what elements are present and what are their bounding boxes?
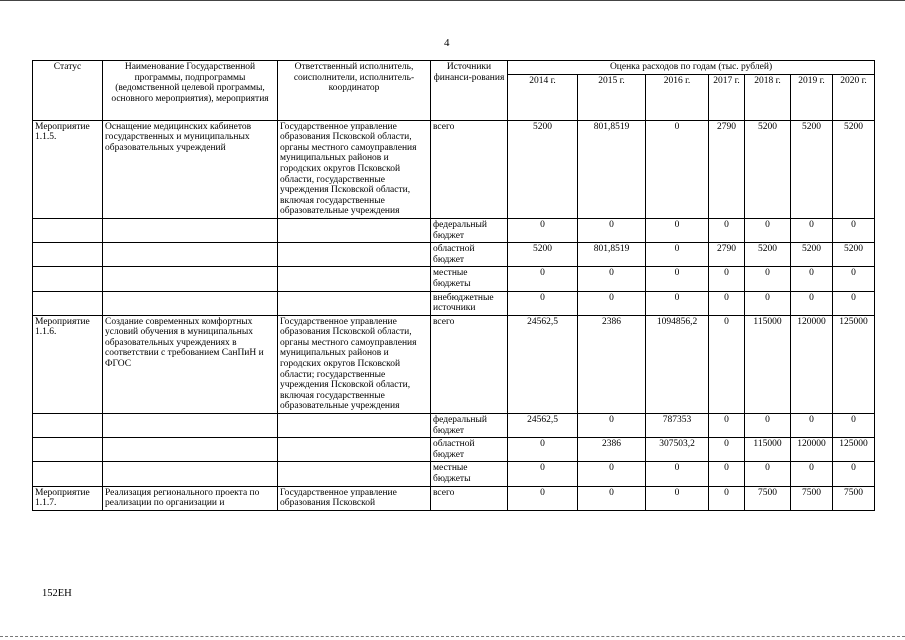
value-cell: 5200 [791, 243, 833, 267]
value-cell: 2790 [709, 243, 745, 267]
header-year: 2019 г. [791, 74, 833, 120]
source-cell: внебюджетные источники [431, 291, 508, 315]
name-cell: Оснащение медицинских кабинетов государственных и муниципальных образовательных учреждений [103, 120, 278, 218]
table-row [33, 486, 875, 510]
table-row [33, 243, 875, 267]
table-row [33, 218, 875, 242]
value-cell: 2790 [709, 120, 745, 218]
value-cell: 2386 [578, 315, 646, 413]
value-cell: 801,8519 [578, 120, 646, 218]
source-cell: федеральный бюджет [431, 414, 508, 438]
value-cell: 0 [578, 486, 646, 510]
value-cell: 0 [508, 267, 578, 291]
source-cell: местные бюджеты [431, 462, 508, 486]
value-cell: 5200 [833, 243, 875, 267]
value-cell: 125000 [833, 438, 875, 462]
table-row [33, 438, 875, 462]
name-cell: Реализация регионального проекта по реализации по организации и [103, 486, 278, 510]
value-cell: 801,8519 [578, 243, 646, 267]
value-cell: 0 [745, 291, 791, 315]
value-cell: 0 [508, 438, 578, 462]
table-row [33, 120, 875, 218]
value-cell: 5200 [745, 120, 791, 218]
value-cell: 115000 [745, 315, 791, 413]
value-cell: 0 [646, 486, 709, 510]
value-cell: 120000 [791, 438, 833, 462]
value-cell: 7500 [833, 486, 875, 510]
value-cell: 0 [646, 267, 709, 291]
value-cell: 307503,2 [646, 438, 709, 462]
value-cell: 0 [791, 291, 833, 315]
source-cell: всего [431, 315, 508, 413]
value-cell: 0 [646, 462, 709, 486]
header-sources: Источники финанси-рования [431, 61, 508, 121]
value-cell: 0 [508, 462, 578, 486]
value-cell: 5200 [791, 120, 833, 218]
table-row [33, 267, 875, 291]
value-cell: 0 [709, 414, 745, 438]
value-cell: 125000 [833, 315, 875, 413]
value-cell: 7500 [791, 486, 833, 510]
value-cell: 0 [791, 414, 833, 438]
value-cell: 0 [709, 438, 745, 462]
value-cell: 5200 [508, 243, 578, 267]
header-name: Наименование Государственной программы, подпрограммы (ведомственной целевой программы, основного мероприятия), мероприятия [103, 61, 278, 121]
value-cell: 24562,5 [508, 414, 578, 438]
value-cell: 0 [833, 414, 875, 438]
executor-cell: Государственное управление образования Псковской области, органы местного самоуправления муниципальных районов и городских округов Псковской области, государственные учреждения Псковской области, включая государственные образовательные учреждения [278, 120, 431, 218]
source-cell: федеральный бюджет [431, 218, 508, 242]
value-cell: 0 [709, 267, 745, 291]
header-estimate: Оценка расходов по годам (тыс. рублей) [508, 61, 875, 75]
table-row [33, 291, 875, 315]
status-cell: Мероприятие 1.1.7. [33, 486, 103, 510]
value-cell: 0 [745, 218, 791, 242]
status-cell: Мероприятие 1.1.5. [33, 120, 103, 218]
value-cell: 0 [709, 291, 745, 315]
value-cell: 0 [745, 462, 791, 486]
value-cell: 0 [791, 267, 833, 291]
header-year: 2016 г. [646, 74, 709, 120]
value-cell: 0 [709, 462, 745, 486]
status-cell: Мероприятие 1.1.6. [33, 315, 103, 413]
source-cell: областной бюджет [431, 243, 508, 267]
header-executor: Ответственный исполнитель, соисполнители, исполнитель-координатор [278, 61, 431, 121]
name-cell: Создание современных комфортных условий обучения в муниципальных образовательных учреждениях в соответствии с требованием СанПиН и ФГОС [103, 315, 278, 413]
value-cell: 0 [646, 291, 709, 315]
value-cell: 0 [709, 486, 745, 510]
value-cell: 0 [791, 462, 833, 486]
value-cell: 0 [578, 291, 646, 315]
value-cell: 0 [508, 486, 578, 510]
value-cell: 0 [833, 267, 875, 291]
value-cell: 7500 [745, 486, 791, 510]
header-year: 2014 г. [508, 74, 578, 120]
source-cell: всего [431, 486, 508, 510]
value-cell: 1094856,2 [646, 315, 709, 413]
source-cell: всего [431, 120, 508, 218]
value-cell: 0 [646, 243, 709, 267]
value-cell: 0 [646, 120, 709, 218]
source-cell: местные бюджеты [431, 267, 508, 291]
footer-code: 152ЕН [42, 588, 72, 599]
header-year: 2018 г. [745, 74, 791, 120]
source-cell: областной бюджет [431, 438, 508, 462]
executor-cell: Государственное управление образования Псковской [278, 486, 431, 510]
value-cell: 0 [709, 315, 745, 413]
value-cell: 0 [833, 218, 875, 242]
value-cell: 0 [745, 414, 791, 438]
value-cell: 0 [745, 267, 791, 291]
value-cell: 0 [833, 291, 875, 315]
value-cell: 0 [508, 291, 578, 315]
value-cell: 120000 [791, 315, 833, 413]
value-cell: 0 [508, 218, 578, 242]
value-cell: 5200 [833, 120, 875, 218]
value-cell: 0 [833, 462, 875, 486]
page-bottom-edge [0, 636, 905, 638]
value-cell: 0 [578, 414, 646, 438]
value-cell: 0 [791, 218, 833, 242]
header-status: Статус [33, 61, 103, 121]
value-cell: 0 [578, 267, 646, 291]
table-row [33, 462, 875, 486]
value-cell: 24562,5 [508, 315, 578, 413]
page-number: 4 [444, 37, 450, 49]
value-cell: 0 [709, 218, 745, 242]
table-row [33, 414, 875, 438]
header-year: 2015 г. [578, 74, 646, 120]
value-cell: 2386 [578, 438, 646, 462]
table-row [33, 315, 875, 413]
page-top-edge [0, 0, 905, 1]
header-year: 2020 г. [833, 74, 875, 120]
value-cell: 0 [578, 218, 646, 242]
value-cell: 5200 [745, 243, 791, 267]
expenses-table [32, 60, 875, 511]
executor-cell: Государственное управление образования Псковской области, органы местного самоуправления муниципальных районов и городских округов Псковской области; государственные учреждения Псковской области, включая государственные образовательные учреждения [278, 315, 431, 413]
value-cell: 5200 [508, 120, 578, 218]
value-cell: 787353 [646, 414, 709, 438]
header-year: 2017 г. [709, 74, 745, 120]
value-cell: 115000 [745, 438, 791, 462]
value-cell: 0 [578, 462, 646, 486]
value-cell: 0 [646, 218, 709, 242]
